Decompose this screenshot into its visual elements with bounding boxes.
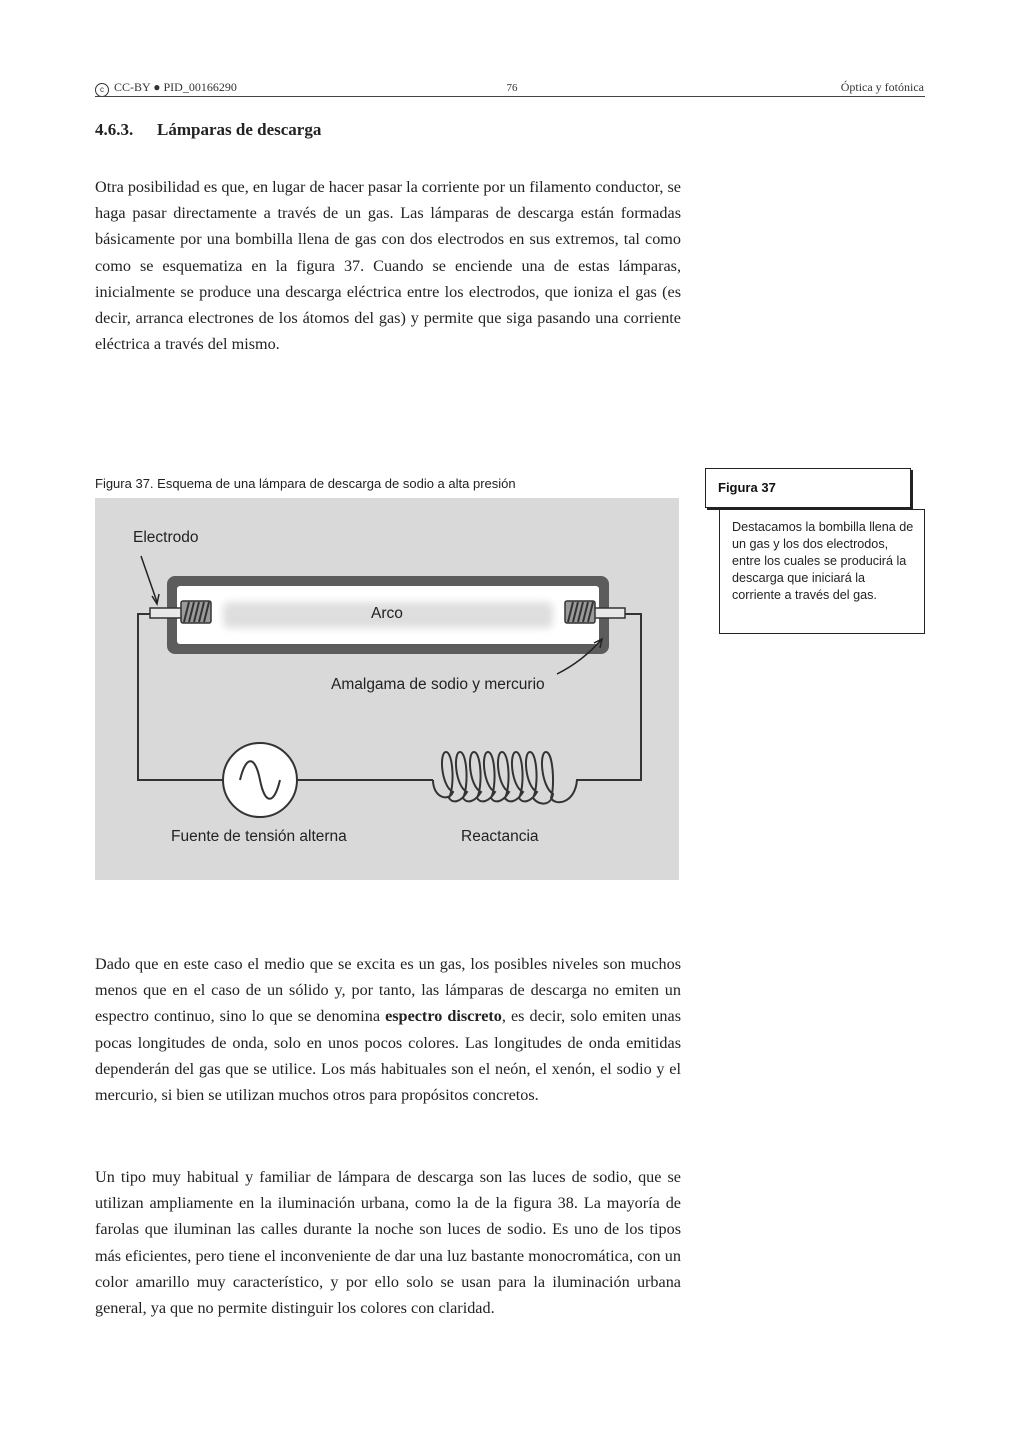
license-text: CC-BY	[114, 80, 151, 94]
header-rule	[95, 96, 925, 97]
wire-right	[612, 614, 641, 780]
paragraph-intro: Otra posibilidad es que, en lugar de hacer pasar la corriente por un filamento conductor, se haga pasar directamente a través de un gas. Las lámparas de descarga están formadas básicamente por una bombilla llena de gas con dos electrodos en sus extremos, tal como como se esquematiza en la figura 37. Cuando se enciende una de estas lámparas, inicialmente se produce una descarga eléctrica entre los electrodos, que ioniza el gas (es decir, arranca electrones de los átomos del gas) y permite que siga pasando una corriente eléctrica a través del mismo.	[95, 178, 681, 354]
bullet-separator: ●	[153, 80, 161, 94]
figure-caption: Figura 37. Esquema de una lámpara de descarga de sodio a alta presión	[95, 476, 516, 491]
paragraph-spectrum-text-1: Dado que en este caso el medio que se excita es un gas, los posibles niveles son muchos menos que en el caso de un sólido y, por tanto, las lámparas de descarga no emiten un espectro continuo, sino lo que se denomina	[95, 955, 681, 1026]
section-heading	[95, 120, 321, 140]
paragraph-spectrum-text-2: , es decir, solo emiten unas pocas longitudes de onda, solo en unos pocos colores. Las longitudes de onda emitidas dependerán del gas que se utilice. Los más habituales son el neón, el xenón, el sodio y el mercurio, si bien se utilizan muchos otros para propósitos concretos.	[95, 1007, 682, 1105]
label-reactance: Reactancia	[461, 828, 539, 845]
section-title: Lámparas de descarga	[157, 120, 322, 139]
reactance-coil	[433, 752, 612, 804]
label-electrode: Electrodo	[133, 529, 199, 546]
book-title: Óptica y fotónica	[840, 80, 924, 94]
page-number: 76	[506, 82, 518, 94]
electrode-right-coil	[565, 601, 595, 623]
electrode-left-coil	[181, 601, 211, 623]
electrode-pointer-arrow	[141, 556, 157, 602]
paragraph-spectrum	[95, 951, 681, 1108]
figure-37-diagram	[95, 498, 679, 880]
label-amalgam: Amalgama de sodio y mercurio	[331, 676, 545, 693]
sidebar-note: Destacamos la bombilla llena de un gas y los dos electrodos, entre los cuales se producirá la descarga que iniciará la corriente a través del gas.	[719, 509, 925, 634]
paragraph-sodium-lamps: Un tipo muy habitual y familiar de lámpara de descarga son las luces de sodio, que se utilizan ampliamente en la iluminación urbana, como la de la figura 38. La mayoría de farolas que iluminan las calles durante la noche son luces de sodio. Es uno de los tipos más eficientes, pero tiene el inconveniente de dar una luz bastante monocromática, con un color amarillo muy característico, y por ello solo se usan para la iluminación urbana general, ya que no permite distinguir los colores con claridad.	[95, 1168, 681, 1318]
cc-license-icon: c	[95, 83, 109, 97]
sidebar-figure-tab	[705, 468, 911, 508]
sidebar-tab-label: Figura 37	[718, 480, 776, 495]
label-ac-source: Fuente de tensión alterna	[171, 828, 347, 845]
section-number: 4.6.3.	[95, 120, 134, 139]
label-arc: Arco	[371, 605, 403, 622]
term-espectro-discreto: espectro discreto	[385, 1007, 502, 1026]
document-id: PID_00166290	[163, 80, 237, 94]
